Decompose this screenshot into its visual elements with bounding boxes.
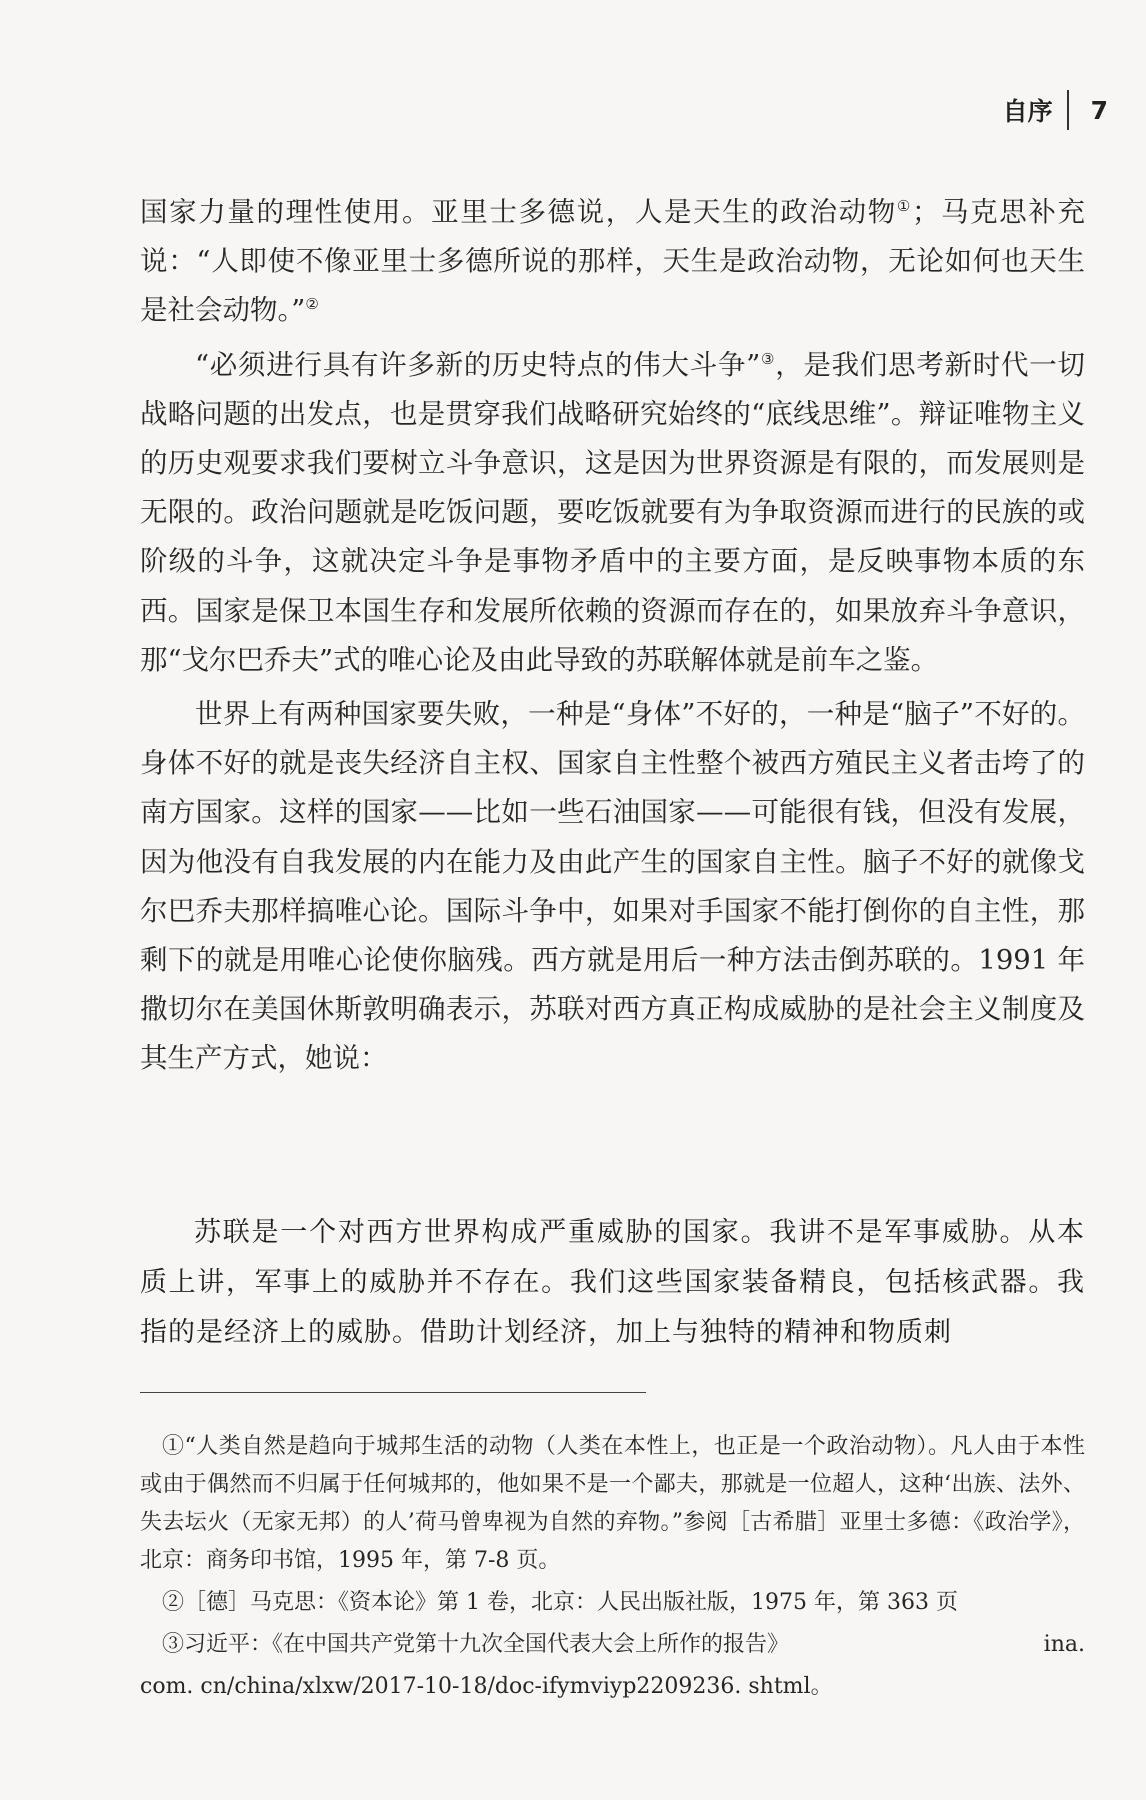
paragraph-1 <box>140 188 1085 336</box>
paragraph-2 <box>140 341 1085 685</box>
paragraph-2-text-b: ，是我们思考新时代一切战略问题的出发点，也是贯穿我们战略研究始终的“底线思维”。辩证唯物主义的历史观要求我们要树立斗争意识，这是因为世界资源是有限的，而发展则是无限的。政治问题就是吃饭问题，要吃饭就要有为争取资源而进行的民族的或阶级的斗争，这就决定斗争是事物矛盾中的主要方面，是反映事物本质的东西。国家是保卫本国生存和发展所依赖的资源而存在的，如果放弃斗争意识，那“戈尔巴乔夫”式的唯心论及由此导致的苏联解体就是前车之鉴。 <box>140 348 1086 676</box>
paragraph-3: 世界上有两种国家要失败，一种是“身体”不好的，一种是“脑子”不好的。身体不好的就是丧失经济自主权、国家自主性整个被西方殖民主义者击垮了的南方国家。这样的国家——比如一些石油国家——可能很有钱，但没有发展，因为他没有自我发展的内在能力及由此产生的国家自主性。脑子不好的就像戈尔巴乔夫那样搞唯心论。国际斗争中，如果对手国家不能打倒你的自主性，那剩下的就是用唯心论使你脑残。西方就是用后一种方法击倒苏联的。1991 年撒切尔在美国休斯敦明确表示，苏联对西方真正构成威胁的是社会主义制度及其生产方式，她说： <box>140 698 1085 1075</box>
paragraph-1-text-a: 国家力量的理性使用。亚里士多德说，人是天生的政治动物 <box>140 196 897 228</box>
running-head <box>1003 90 1108 130</box>
body-text <box>140 188 1085 1089</box>
section-title: 自序 <box>1002 97 1053 126</box>
paragraph-1-text-b: ；马克思补充说：“人即使不像亚里士多德所说的那样，天生是政治动物，无论如何也天生是社会动物。” <box>140 196 1086 327</box>
footnotes <box>140 1428 1085 1706</box>
footnote-separator <box>140 1392 646 1393</box>
footnote-3-url: com. cn/china/xlxw/2017-10-18/doc-ifymviyp2209236. shtml。 <box>140 1674 833 1699</box>
footnote-3-url-start: ina. <box>1043 1632 1085 1657</box>
footnote-2: ②［德］马克思：《资本论》第 1 卷，北京：人民出版社版，1975 年，第 363 页 <box>162 1590 958 1615</box>
footnote-ref-1: ① <box>896 196 912 215</box>
footnote-3-text: ③习近平：《在中国共产党第十九次全国代表大会上所作的报告》 <box>162 1632 790 1657</box>
page-number: 7 <box>1090 95 1108 125</box>
footnote-ref-2: ② <box>305 295 319 314</box>
paragraph-2-text-a: “必须进行具有许多新的历史特点的伟大斗争” <box>195 348 761 381</box>
footnote-3 <box>140 1626 1085 1664</box>
block-quote: 苏联是一个对西方世界构成严重威胁的国家。我讲不是军事威胁。从本质上讲，军事上的威胁并不存在。我们这些国家装备精良，包括核武器。我指的是经济上的威胁。借助计划经济，加上与独特的精神和物质刺 <box>140 1217 1085 1348</box>
header-divider <box>1067 90 1069 130</box>
footnote-1: ①“人类自然是趋向于城邦生活的动物（人类在本性上，也正是一个政治动物）。凡人由于本性或由于偶然而不归属于任何城邦的，他如果不是一个鄙夫，那就是一位超人，这种‘出族、法外、失去坛火（无家无邦）的人’荷马曾卑视为自然的弃物。”参阅［古希腊］亚里士多德：《政治学》，北京：商务印书馆，1995 年，第 7-8 页。 <box>140 1434 1085 1573</box>
footnote-ref-3: ③ <box>760 349 776 368</box>
